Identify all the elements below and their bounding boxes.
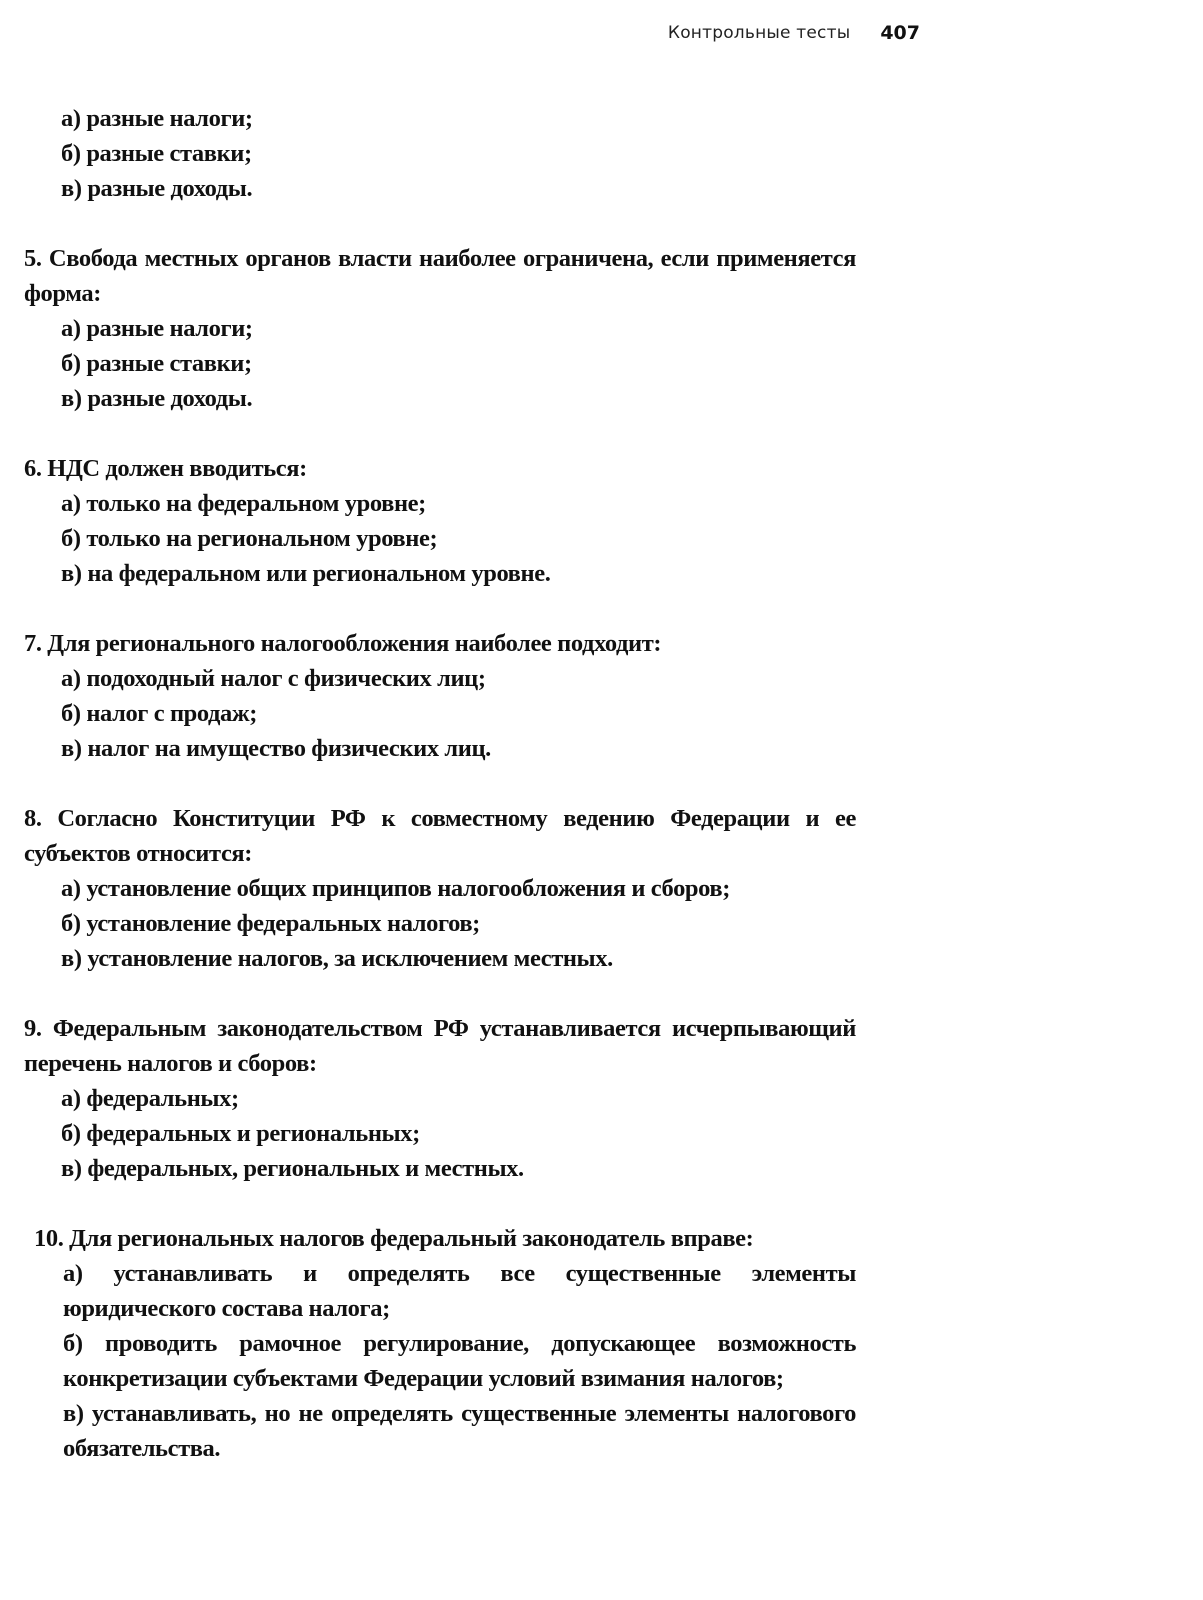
- answer-option: б) разные ставки;: [61, 140, 252, 167]
- question-6: [24, 451, 856, 591]
- answer-option: а) разные налоги;: [61, 105, 253, 132]
- answer-option: б) разные ставки;: [61, 350, 252, 377]
- answer-list: [24, 311, 856, 416]
- question-text: 9. Федеральным законодательством РФ устанавливается исчерпывающий перечень налогов и сборов:: [24, 1015, 856, 1077]
- test-questions: [24, 101, 856, 1501]
- question-text: 5. Свобода местных органов власти наиболее ограничена, если применяется форма:: [24, 245, 856, 307]
- answer-option: б) проводить рамочное регулирование, допускающее возможность конкретизации субъектами Федерации условий взимания налогов;: [63, 1330, 856, 1392]
- answer-list: [24, 661, 856, 766]
- answer-option: б) только на региональном уровне;: [61, 525, 438, 552]
- question-text: 8. Согласно Конституции РФ к совместному ведению Федерации и ее субъектов относится:: [24, 805, 856, 867]
- answer-list: [24, 871, 856, 976]
- answer-list: [24, 101, 856, 206]
- question-text: 7. Для регионального налогообложения наиболее подходит:: [24, 630, 662, 657]
- answer-option: в) на федеральном или региональном уровне.: [61, 560, 551, 587]
- answer-option: а) федеральных;: [61, 1085, 239, 1112]
- answer-option: в) федеральных, региональных и местных.: [61, 1155, 524, 1182]
- answer-option: а) подоходный налог с физических лиц;: [61, 665, 486, 692]
- answer-option: в) установление налогов, за исключением местных.: [61, 945, 613, 972]
- answer-option: а) только на федеральном уровне;: [61, 490, 426, 517]
- question-7: [24, 626, 856, 766]
- question-10: [24, 1221, 856, 1466]
- question-5: [24, 241, 856, 416]
- answer-option: а) разные налоги;: [61, 315, 253, 342]
- answer-option: б) налог с продаж;: [61, 700, 258, 727]
- question-4-continued: [24, 101, 856, 206]
- question-9: [24, 1011, 856, 1186]
- answer-option: в) разные доходы.: [61, 175, 253, 202]
- page-number: 407: [880, 22, 920, 44]
- running-header-title: Контрольные тесты: [667, 23, 851, 43]
- answer-option: в) устанавливать, но не определять существенные элементы налогового обязательства.: [63, 1400, 856, 1462]
- answer-list: [24, 486, 856, 591]
- answer-option: в) налог на имущество физических лиц.: [61, 735, 491, 762]
- question-text: 10. Для региональных налогов федеральный законодатель вправе:: [34, 1225, 754, 1252]
- answer-option: а) устанавливать и определять все существенные элементы юридического состава налога;: [63, 1260, 856, 1322]
- running-header: [620, 18, 920, 48]
- question-8: [24, 801, 856, 976]
- answer-option: а) установление общих принципов налогообложения и сборов;: [61, 875, 730, 902]
- answer-option: в) разные доходы.: [61, 385, 253, 412]
- answer-list: [24, 1081, 856, 1186]
- answer-option: б) установление федеральных налогов;: [61, 910, 480, 937]
- answer-list: [24, 1256, 856, 1466]
- answer-option: б) федеральных и региональных;: [61, 1120, 420, 1147]
- question-text: 6. НДС должен вводиться:: [24, 455, 307, 482]
